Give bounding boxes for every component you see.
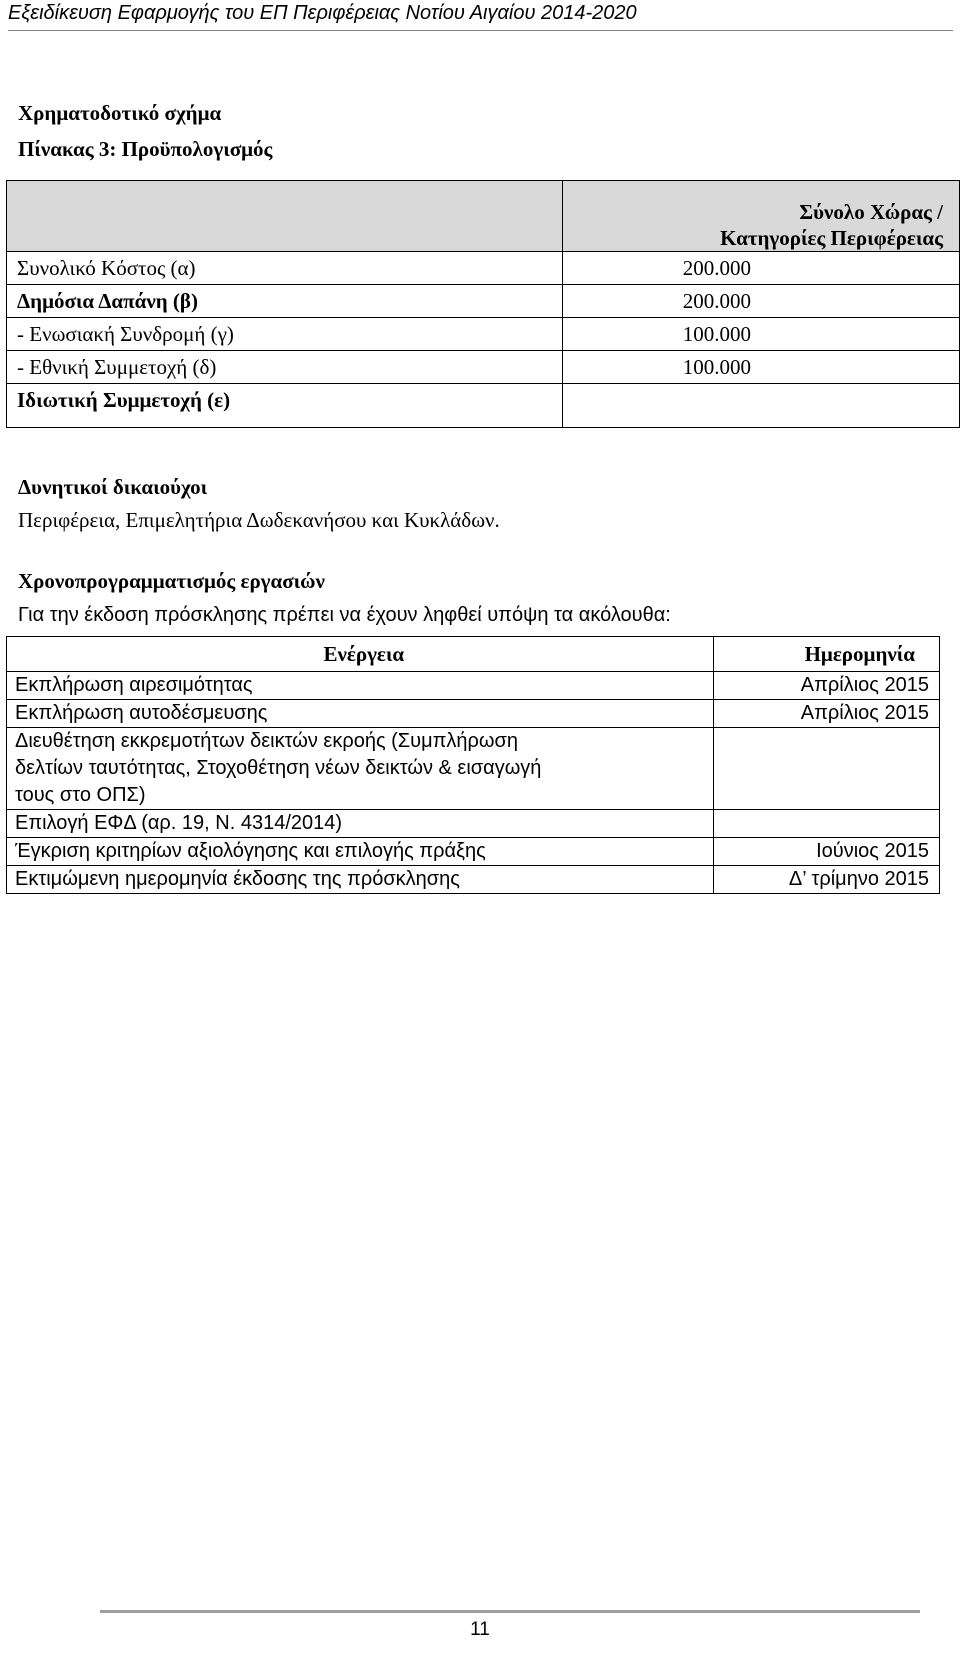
schedule-row-date: Ιούνιος 2015: [713, 838, 939, 866]
schedule-row-date: [713, 728, 939, 810]
schedule-row-action-line: Διευθέτηση εκκρεμοτήτων δεικτών εκροής (Συμπλήρωση: [15, 730, 519, 752]
budget-row: [7, 318, 960, 351]
page-number: 11: [470, 1619, 490, 1640]
budget-row-label: Δημόσια Δαπάνη (β): [7, 285, 563, 318]
budget-row-value: 200.000: [562, 252, 959, 285]
schedule-row-action: Επιλογή ΕΦΔ (αρ. 19, Ν. 4314/2014): [7, 810, 714, 838]
schedule-row-action-line: δελτίων ταυτότητας, Στοχοθέτηση νέων δεικτών & εισαγωγή: [15, 757, 542, 779]
beneficiaries-text: Περιφέρεια, Επιμελητήρια Δωδεκανήσου και Κυκλάδων.: [18, 508, 500, 532]
schedule-col-action: Ενέργεια: [7, 637, 714, 672]
budget-row-value: 200.000: [562, 285, 959, 318]
schedule-table-header: [7, 637, 940, 672]
budget-row-value: [562, 384, 959, 428]
budget-column-header-line2: Κατηγορίες Περιφέρειας: [720, 226, 943, 250]
schedule-row: [7, 672, 940, 700]
budget-column-header-line1: Σύνολο Χώρας /: [799, 200, 943, 224]
budget-row-label: - Εθνική Συμμετοχή (δ): [7, 351, 563, 384]
schedule-row-date: [713, 810, 939, 838]
budget-row-label: Ιδιωτική Συμμετοχή (ε): [7, 384, 563, 428]
schedule-row: [7, 810, 940, 838]
schedule-col-date: Ημερομηνία: [713, 637, 939, 672]
budget-table-title: Πίνακας 3: Προϋπολογισμός: [18, 137, 273, 161]
schedule-row-date: Δ’ τρίμηνο 2015: [713, 866, 939, 894]
schedule-row-action-line: τους στο ΟΠΣ): [15, 784, 146, 806]
budget-row: [7, 384, 960, 428]
schedule-row-date: Απρίλιος 2015: [713, 700, 939, 728]
document-header: Εξειδίκευση Εφαρμογής του ΕΠ Περιφέρειας Νοτίου Αιγαίου 2014-2020: [8, 0, 953, 31]
funding-heading: Χρηματοδοτικό σχήμα: [18, 101, 222, 125]
schedule-row: [7, 700, 940, 728]
schedule-row: [7, 728, 940, 810]
schedule-row-date: Απρίλιος 2015: [713, 672, 939, 700]
schedule-table: [6, 636, 940, 894]
schedule-row: [7, 866, 940, 894]
budget-row: [7, 252, 960, 285]
schedule-intro: Για την έκδοση πρόσκλησης πρέπει να έχουν ληφθεί υπόψη τα ακόλουθα:: [18, 604, 671, 626]
budget-row-label: - Ενωσιακή Συνδρομή (γ): [7, 318, 563, 351]
budget-table: [6, 180, 960, 428]
schedule-row-action: Έγκριση κριτηρίων αξιολόγησης και επιλογής πράξης: [7, 838, 714, 866]
schedule-row-action: Εκπλήρωση αυτοδέσμευσης: [7, 700, 714, 728]
schedule-row-action: Εκπλήρωση αιρεσιμότητας: [7, 672, 714, 700]
budget-row-value: 100.000: [562, 318, 959, 351]
budget-table-header: [7, 181, 960, 252]
schedule-row: [7, 838, 940, 866]
budget-row: [7, 285, 960, 318]
budget-row: [7, 351, 960, 384]
budget-row-value: 100.000: [562, 351, 959, 384]
beneficiaries-heading: Δυνητικοί δικαιούχοι: [18, 475, 208, 499]
budget-row-label: Συνολικό Κόστος (α): [7, 252, 563, 285]
schedule-row-action: [7, 728, 714, 810]
footer-divider: [100, 1610, 920, 1613]
schedule-heading: Χρονοπρογραμματισμός εργασιών: [18, 569, 325, 593]
schedule-row-action: Εκτιμώμενη ημερομηνία έκδοσης της πρόσκλησης: [7, 866, 714, 894]
budget-header-empty: [7, 181, 563, 252]
budget-column-header: [562, 181, 959, 252]
